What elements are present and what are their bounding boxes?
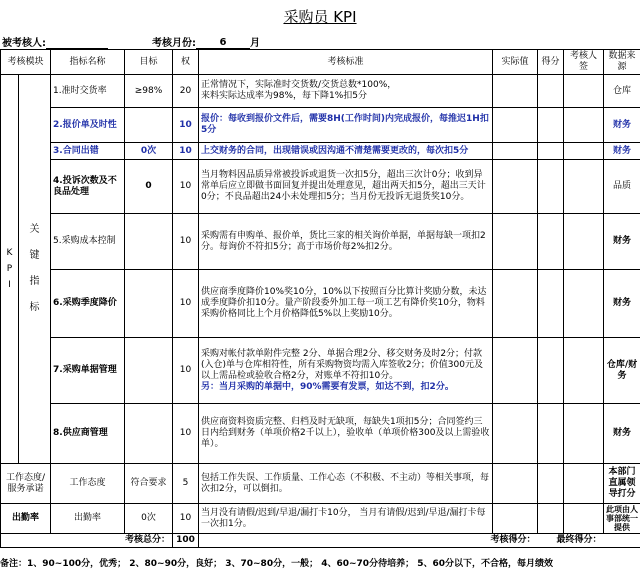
actual-cell[interactable] <box>493 108 538 143</box>
actual-cell[interactable] <box>493 504 538 534</box>
indicator-name: 6.采购季度降价 <box>51 270 125 338</box>
month-value: 6 <box>196 37 250 49</box>
attendance-row <box>1 504 640 534</box>
source-value: 财务 <box>604 108 640 143</box>
actual-cell[interactable] <box>493 75 538 108</box>
standard-text <box>199 338 493 404</box>
header-module: 考核模块 <box>1 50 51 75</box>
standard-text: 包括工作失误、工作质量、工作心态（不积极、不主动）等相关事项，每次扣2分，可以倒扣。 <box>199 464 493 504</box>
score-cell[interactable] <box>538 214 564 270</box>
indicator-name: 出勤率 <box>51 504 125 534</box>
score-cell[interactable] <box>538 404 564 464</box>
source-value: 本部门直属领导打分 <box>604 464 640 504</box>
weight-value: 10 <box>173 108 199 143</box>
standard-note: 另：当月采购的单据中，90%需要有发票，如达不到，扣2分。 <box>201 381 454 392</box>
indicator-name: 2.报价单及时性 <box>51 108 125 143</box>
target-value: 0 <box>125 160 173 214</box>
header-actual: 实际值 <box>493 50 538 75</box>
kpi-label: K P I <box>1 75 19 464</box>
source-value: 财务 <box>604 143 640 160</box>
month-suffix: 月 <box>250 38 260 49</box>
indicator-name: 7.采购单据管理 <box>51 338 125 404</box>
standard-text: 上交财务的合同，出现错误或因沟通不清楚需要更改的，每次扣5分 <box>199 143 493 160</box>
header-source: 数据来源 <box>604 50 640 75</box>
total-value: 100 <box>173 534 199 548</box>
score-cell[interactable] <box>538 160 564 214</box>
kpi-table <box>0 49 640 548</box>
signer-cell[interactable] <box>564 404 604 464</box>
source-value: 此项由人事部统一提供 <box>604 504 640 534</box>
header-target: 目标 <box>125 50 173 75</box>
signer-cell[interactable] <box>564 338 604 404</box>
attitude-module: 工作态度/服务承诺 <box>1 464 51 504</box>
target-value <box>125 404 173 464</box>
signer-cell[interactable] <box>564 75 604 108</box>
signer-cell[interactable] <box>564 214 604 270</box>
attitude-row <box>1 464 640 504</box>
signer-cell[interactable] <box>564 270 604 338</box>
attendance-module: 出勤率 <box>1 504 51 534</box>
score-cell[interactable] <box>538 143 564 160</box>
signer-cell[interactable] <box>564 143 604 160</box>
header-weight: 权 <box>173 50 199 75</box>
score-cell[interactable] <box>538 75 564 108</box>
actual-cell[interactable] <box>493 143 538 160</box>
final-value-cell[interactable] <box>604 534 640 548</box>
weight-value: 5 <box>173 464 199 504</box>
target-value: 符合要求 <box>125 464 173 504</box>
standard-text: 当月物料因品质异常被投诉或退货一次扣5分，超出三次计0分；收到异常单后应立即做书面回复并提出处理意见，超出两天扣5分，超出三天计0分；不良品超出24小未处理扣5分；当月份无投诉无退货奖10分。 <box>199 160 493 214</box>
weight-value: 20 <box>173 75 199 108</box>
weight-value: 10 <box>173 214 199 270</box>
source-value: 财务 <box>604 270 640 338</box>
weight-value: 10 <box>173 338 199 404</box>
score-cell[interactable] <box>538 504 564 534</box>
final-label: 最终得分： <box>538 534 604 548</box>
weight-value: 10 <box>173 504 199 534</box>
indicator-name: 1.准时交货率 <box>51 75 125 108</box>
table-row <box>1 404 640 464</box>
month-field <box>152 34 260 49</box>
weight-value: 10 <box>173 404 199 464</box>
total-row <box>1 534 640 548</box>
table-row <box>1 338 640 404</box>
table-row <box>1 75 640 108</box>
signer-cell[interactable] <box>564 464 604 504</box>
table-row <box>1 214 640 270</box>
standard-text: 正常情况下，实际准时交货数/交货总数*100%， 来料实际达成率为98%，每下降1%扣5分 <box>199 75 493 108</box>
actual-cell[interactable] <box>493 338 538 404</box>
header-row <box>1 50 640 75</box>
standard-text: 供应商资料资质完整、归档及时无缺项，每缺失1项扣5分；合同签约三日内给到财务（单项价格2千以上），验收单（单项价格300及以上需验收单）。 <box>199 404 493 464</box>
source-value: 仓库/财务 <box>604 338 640 404</box>
target-value <box>125 214 173 270</box>
score-cell[interactable] <box>538 270 564 338</box>
header-signer: 考核人签 <box>564 50 604 75</box>
actual-cell[interactable] <box>493 464 538 504</box>
standard-text: 报价：每收到报价文件后，需要8H(工作时间)内完成报价，每推迟1H扣5分 <box>199 108 493 143</box>
target-value: ≥98% <box>125 75 173 108</box>
table-row <box>1 143 640 160</box>
indicator-name: 工作态度 <box>51 464 125 504</box>
target-value <box>125 270 173 338</box>
table-row <box>1 108 640 143</box>
signer-cell[interactable] <box>564 108 604 143</box>
standard-text: 当月没有请假/迟到/早退/漏打卡10分， 当月有请假/迟到/早退/漏打卡每一次扣1分。 <box>199 504 493 534</box>
standard-main: 采购对帐付款单附件完整 2分、单据合理2分、移交财务及时2分；付款(入仓)单与仓库相符性，所有采购物资均需入库签收2分；价值300元及以上需品检或验收合格2分，对账单不符扣10分。 <box>201 348 483 381</box>
weight-value: 10 <box>173 270 199 338</box>
page-title: 采购员 KPI <box>283 8 357 26</box>
target-value: 0次 <box>125 143 173 160</box>
signer-cell[interactable] <box>564 504 604 534</box>
table-row <box>1 270 640 338</box>
header-score: 得分 <box>538 50 564 75</box>
source-value: 仓库 <box>604 75 640 108</box>
actual-cell[interactable] <box>493 270 538 338</box>
actual-cell[interactable] <box>493 160 538 214</box>
score-cell[interactable] <box>538 338 564 404</box>
evaluatee-blank <box>46 37 108 49</box>
weight-value: 10 <box>173 160 199 214</box>
evaluatee-field <box>2 34 108 49</box>
indicator-name: 4.投诉次数及不良品处理 <box>51 160 125 214</box>
table-row <box>1 160 640 214</box>
signer-cell[interactable] <box>564 160 604 214</box>
evaluatee-label: 被考核人: <box>2 38 46 49</box>
month-label: 考核月份: <box>152 38 196 49</box>
score-label: 考核得分： <box>199 534 538 548</box>
source-value: 财务 <box>604 404 640 464</box>
header-indicator: 指标名称 <box>51 50 125 75</box>
score-cell[interactable] <box>538 464 564 504</box>
target-value <box>125 108 173 143</box>
score-cell[interactable] <box>538 108 564 143</box>
source-value: 品质 <box>604 160 640 214</box>
target-value <box>125 338 173 404</box>
weight-value: 10 <box>173 143 199 160</box>
actual-cell[interactable] <box>493 214 538 270</box>
indicator-name: 3.合同出错 <box>51 143 125 160</box>
target-value: 0次 <box>125 504 173 534</box>
total-label: 考核总分： <box>1 534 173 548</box>
indicator-name: 8.供应商管理 <box>51 404 125 464</box>
standard-text: 供应商季度降价10%奖10分，10%以下按照百分比算计奖励分数，未达成季度降价扣10分。量产阶段委外加工每一项工艺有降价奖10分，物料采购价格同比上个月价格降低5%以上奖励10分。 <box>199 270 493 338</box>
indicator-name: 5.采购成本控制 <box>51 214 125 270</box>
header-standard: 考核标准 <box>199 50 493 75</box>
standard-text: 采购需有申购单、报价单，货比三家的相关询价单据，单据每缺一项扣2分。每询价不符扣5分；高于市场价每2%扣2分。 <box>199 214 493 270</box>
remark-note: 备注：1、90~100分，优秀； 2、80~90分，良好； 3、70~80分，一般； 4、60~70分待培养； 5、60分以下，不合格，每月绩效 <box>0 559 553 569</box>
actual-cell[interactable] <box>493 404 538 464</box>
key-indicator-label: 关 键 指 标 <box>19 75 51 464</box>
source-value: 财务 <box>604 214 640 270</box>
